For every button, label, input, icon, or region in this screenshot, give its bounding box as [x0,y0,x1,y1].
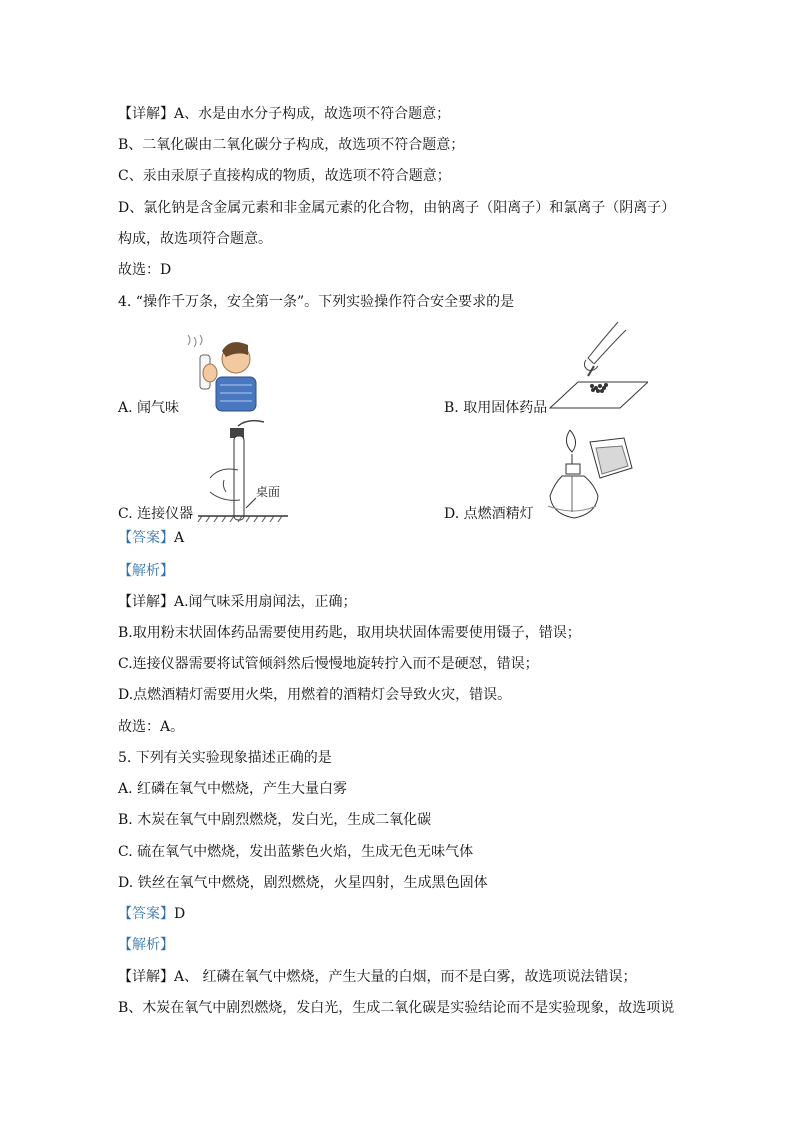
answer-tag: 【答案】 [118,530,174,546]
q3-detail-line-5: 构成，故选项符合题意。 [118,231,272,247]
q5-detail-line-1: 【详解】A、 红磷在氧气中燃烧，产生大量的白烟，而不是白雾，故选项说法错误； [118,969,637,985]
q4-answer: 【答案】A [118,530,185,546]
q4-detail-line-1: 【详解】A.闻气味采用扇闻法，正确； [118,594,357,610]
q5-stem: 5. 下列有关实验现象描述正确的是 [118,750,332,766]
q4-option-d: D. 点燃酒精灯 [444,506,534,522]
figure-connect-apparatus [196,418,292,526]
figure-alcohol-lamp [532,426,638,530]
detail-tag: 【详解】 [118,106,174,122]
q4-option-a: A. 闻气味 [118,400,180,416]
figure-c-table-label: 桌面 [256,485,281,499]
q4-choice: 故选：A。 [118,719,185,735]
q4-detail-line-2: B.取用粉末状固体药品需要使用药匙，取用块状固体需要使用镊子，错误； [118,625,581,641]
q4-stem: 4. “操作千万条，安全第一条”。下列实验操作符合安全要求的是 [118,294,515,310]
answer-tag: 【答案】 [118,906,174,922]
q4-option-b: B. 取用固体药品 [444,400,548,416]
q3-detail-line-2: B、二氧化碳由二氧化碳分子构成，故选项不符合题意； [118,137,465,153]
q3-choice: 故选：D [118,262,172,278]
q5-detail-line-2: B、木炭在氧气中剧烈燃烧，发白光，生成二氧化碳是实验结论而不是实验现象，故选项说 [118,1000,675,1016]
q3-detail-line-3: C、汞由汞原子直接构成的物质，故选项不符合题意； [118,168,451,184]
q3-detail-line-1: 【详解】A、水是由水分子构成，故选项不符合题意； [118,106,451,122]
q5-option-d: D. 铁丝在氧气中燃烧，剧烈燃烧，火星四射，生成黑色固体 [118,875,488,891]
q5-option-a: A. 红磷在氧气中燃烧，产生大量白雾 [118,781,348,797]
q4-detail-line-3: C.连接仪器需要将试管倾斜然后慢慢地旋转拧入而不是硬怼，错误； [118,656,539,672]
q4-analysis-tag: 【解析】 [118,563,174,579]
figure-take-solid [548,320,648,416]
q5-option-b: B. 木炭在氧气中剧烈燃烧，发白光，生成二氧化碳 [118,812,432,828]
q4-option-c: C. 连接仪器 [118,506,194,522]
q4-detail-line-4: D.点燃酒精灯需要用火柴，用燃着的酒精灯会导致火灾，错误。 [118,687,512,703]
q5-analysis-tag: 【解析】 [118,937,174,953]
q5-answer: 【答案】D [118,906,186,922]
figure-smell-gas [180,333,268,417]
detail-tag: 【详解】 [118,594,174,610]
detail-tag: 【详解】 [118,969,174,985]
q5-option-c: C. 硫在氧气中燃烧，发出蓝紫色火焰，生成无色无味气体 [118,844,474,860]
q3-detail-line-4: D、氯化钠是含金属元素和非金属元素的化合物，由钠离子（阳离子）和氯离子（阴离子） [118,200,676,216]
